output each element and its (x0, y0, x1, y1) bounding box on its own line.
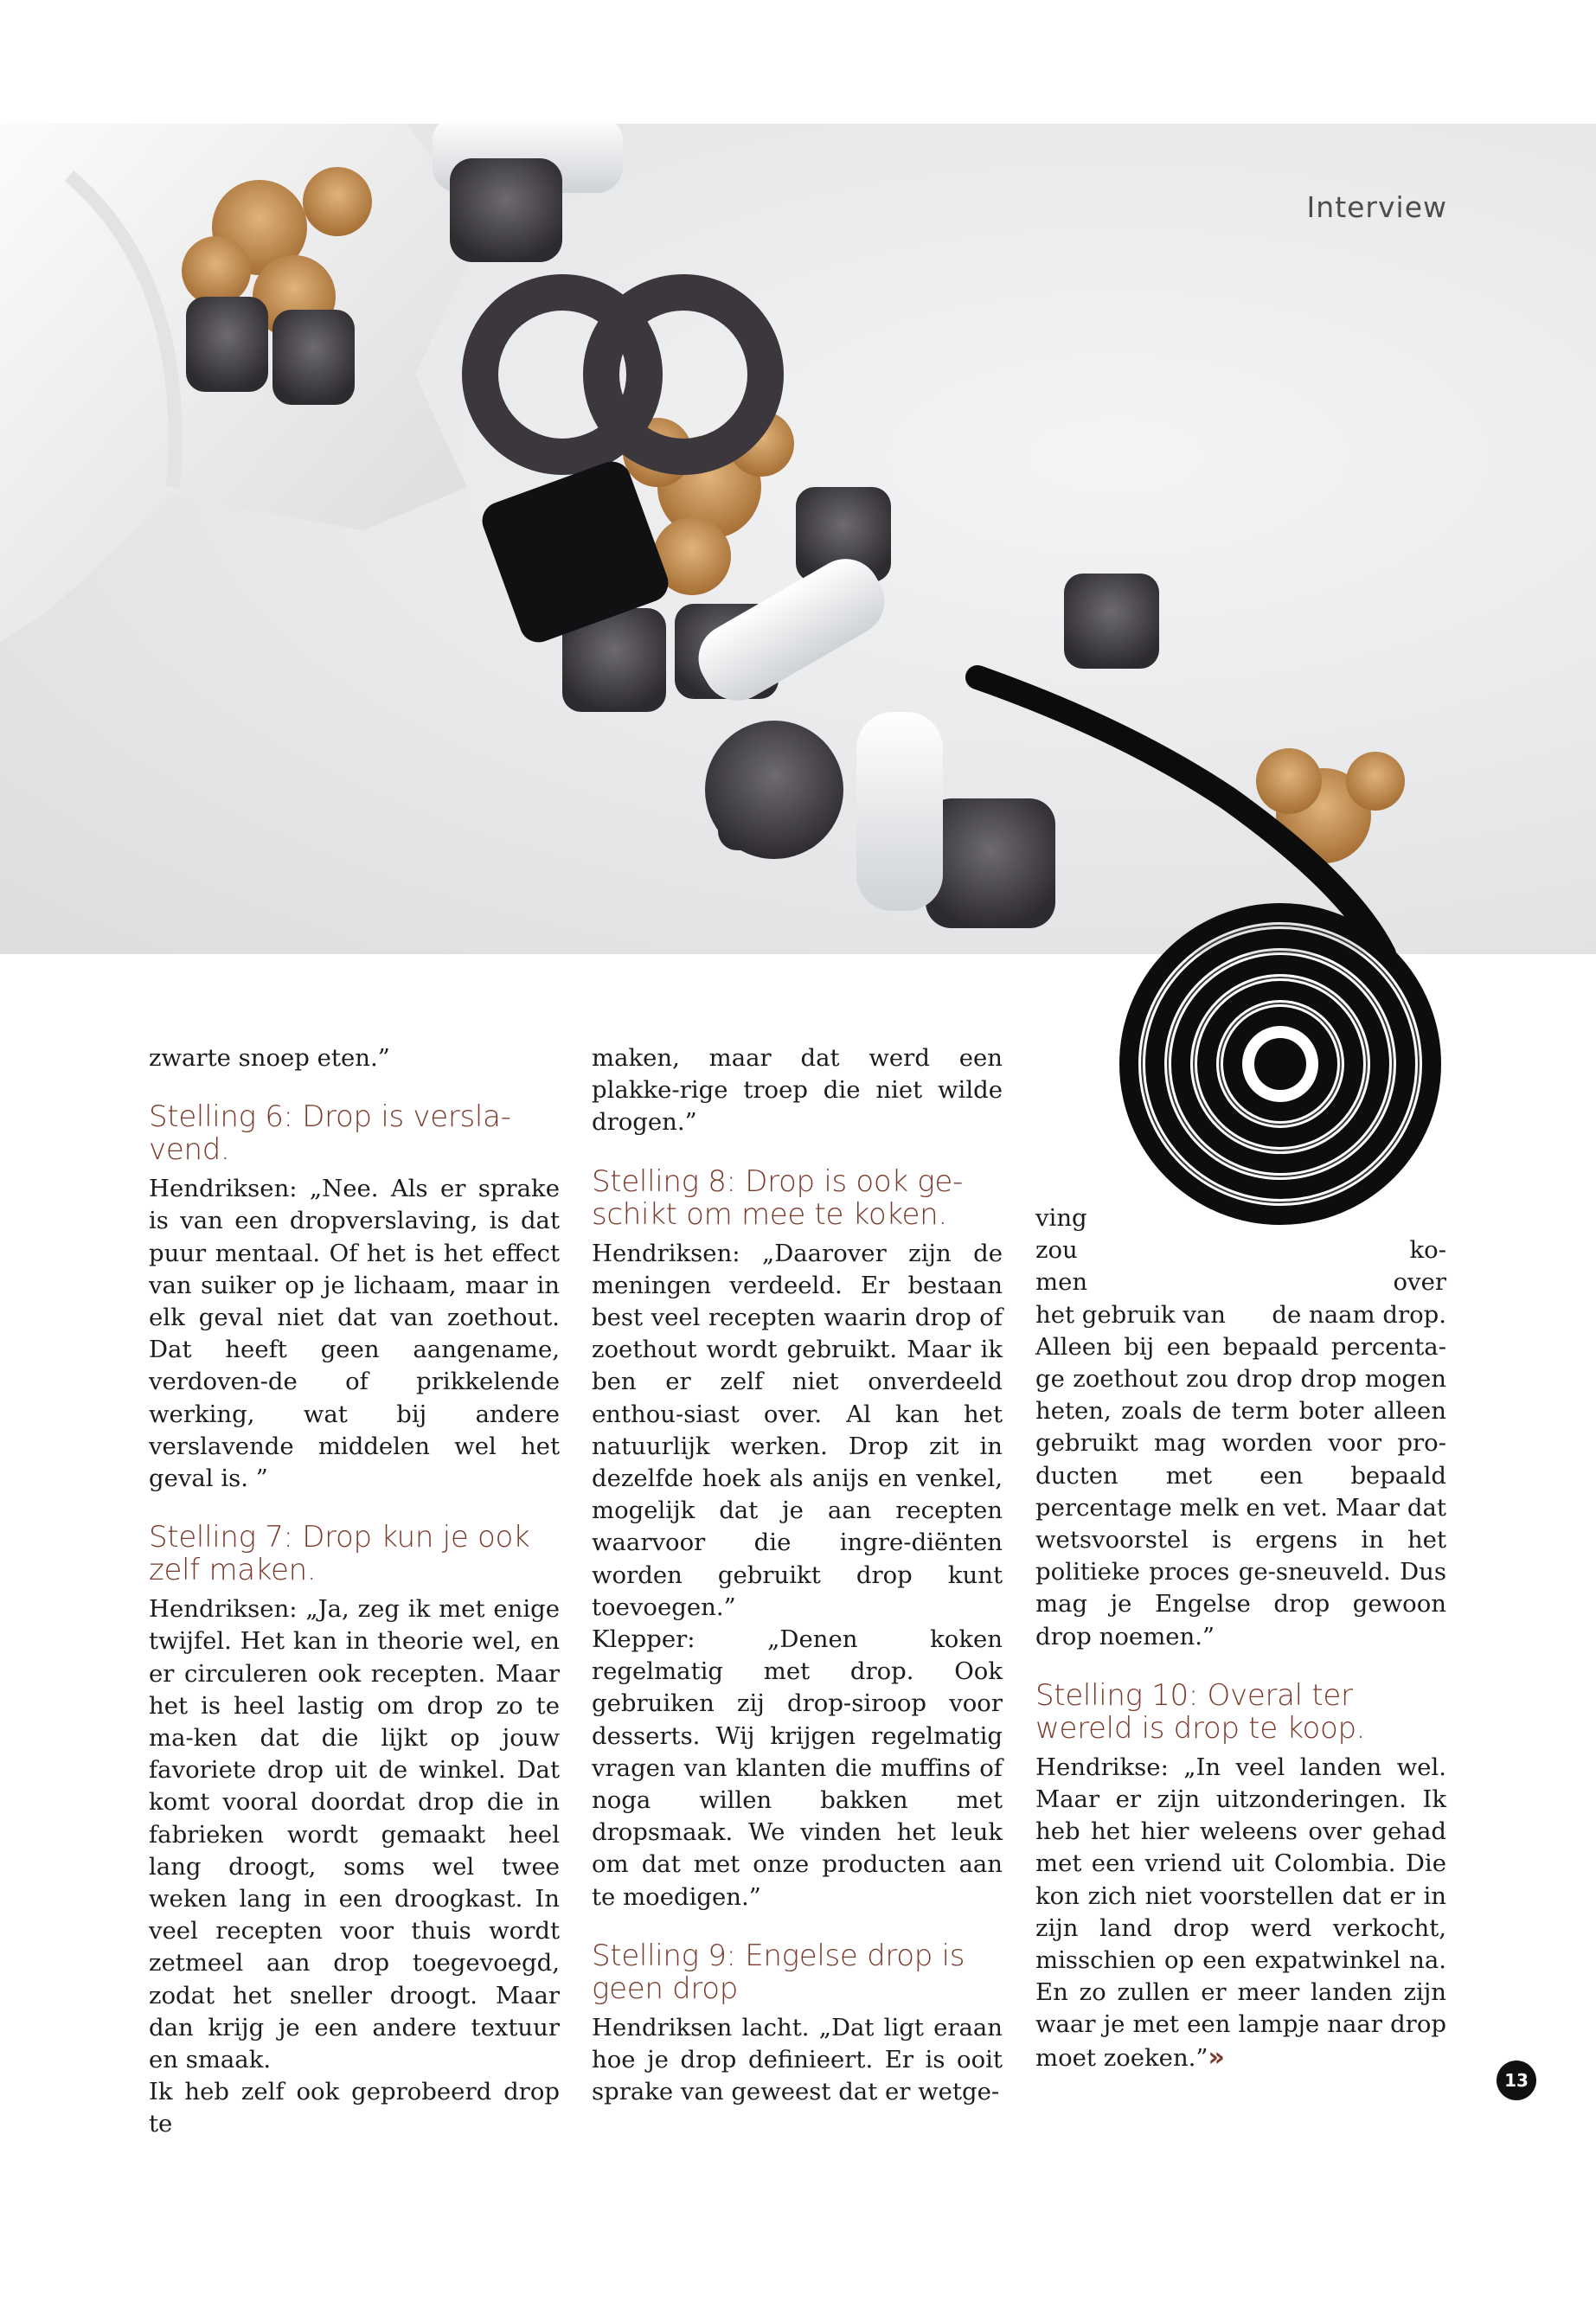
word: de naam drop. (1272, 1300, 1446, 1329)
heading-stelling-7: Stelling 7: Drop kun je ook zelf maken. (149, 1520, 530, 1588)
paragraph: Klepper: „Denen koken regelmatig met drop. Ook gebruiken zij drop-siroop voor desserts. Wij krijgen regelmatig vragen van klanten die muffins of noga willen bakken met dropsmaak. We vinden het leuk om dat met onze producten aan te moedigen.” (592, 1625, 1003, 1911)
word: ko- (1409, 1236, 1446, 1265)
word: men (1035, 1268, 1088, 1297)
liquorice-wheel-illustration (952, 657, 1488, 1298)
column-3 (1035, 1202, 1446, 2074)
heading-stelling-8: Stelling 8: Drop is ook ge-schikt om mee te koken. (592, 1163, 963, 1232)
paragraph: Hendriksen: „Nee. Als er sprake is van een dropverslaving, is dat puur mentaal. Of het is het effect van suiker op je lichaam, maar in elk geval niet dat van zoethout. Dat heeft geen aangename, verdoven-de of prikkelende werking, wat bij andere verslavende middelen wel het geval is. ” (149, 1175, 560, 1493)
paragraph: Hendriksen lacht. „Dat ligt eraan hoe je drop definieert. Er is ooit sprake van geweest dat er wetge- (592, 2013, 1003, 2106)
wrapped-line (1035, 1266, 1446, 1298)
paragraph-text: Hendrikse: „In veel landen wel. Maar er zijn uitzonderingen. Ik heb het hier weleens over gehad met een vriend uit Colombia. Die kon zich niet voorstellen dat er in zijn land drop werd verkocht, misschien op een expatwinkel na. En zo zullen er meer landen zijn waar je met een lampje naar drop moet zoeken.” (1035, 1753, 1446, 2072)
section-label: Interview (1306, 190, 1447, 224)
paragraph: Hendriksen: „Ja, zeg ik met enige twijfel. Het kan in theorie wel, en er circuleren ook recepten. Maar het is heel lastig om drop zo te ma-ken dat die lijkt op jouw favoriete drop uit de winkel. Dat komt vooral doordat drop die in fabrieken wordt gemaakt heel lang droogt, soms wel twee weken lang in een droogkast. In veel recepten voor thuis wordt zetmeel aan drop toegevoegd, zodat het sneller droogt. Maar dan krijg je een andere textuur en smaak. (149, 1595, 560, 2074)
end-chevron-icon: » (1208, 2041, 1225, 2073)
paragraph: maken, maar dat werd een plakke-rige troep die niet wilde drogen.” (592, 1044, 1003, 1137)
paragraph: zwarte snoep eten.” (149, 1044, 390, 1072)
heading-stelling-6: Stelling 6: Drop is versla-vend. (149, 1099, 511, 1168)
heading-stelling-10: Stelling 10: Overal ter wereld is drop te koop. (1035, 1677, 1366, 1746)
word: over (1393, 1268, 1446, 1297)
word: het gebruik van (1035, 1300, 1226, 1329)
paragraph: Hendriksen: „Daarover zijn de meningen verdeeld. Er bestaan best veel recepten waarin drop of zoethout wordt gebruikt. Maar ik ben er zelf niet onverdeeld enthou-siast over. Al kan het natuurlijk werken. Drop zit in dezelfde hoek als anijs en venkel, mogelijk dat je aan recepten waarvoor die ingre-diënten worden gebruikt drop kunt toevoegen.” (592, 1239, 1003, 1621)
word: zou (1035, 1236, 1078, 1265)
wrapped-line: ving (1035, 1204, 1087, 1232)
wrapped-line (1035, 1299, 1446, 1331)
heading-stelling-9: Stelling 9: Engelse drop is geen drop (592, 1938, 965, 2006)
column-2 (592, 1042, 1003, 2108)
page-number: 13 (1497, 2061, 1536, 2100)
paragraph: Ik heb zelf ook geprobeerd drop te (149, 2078, 560, 2138)
column-1 (149, 1042, 560, 2141)
paragraph (1035, 1752, 1446, 2074)
wrapped-line (1035, 1234, 1446, 1266)
paragraph: Alleen bij een bepaald percenta-ge zoethout zou drop drop mogen heten, zoals de term boter alleen gebruikt mag worden voor pro-ducten met een bepaald percentage melk en vet. Maar dat wetsvoorstel is ergens in het politieke proces ge-sneuveld. Dus mag je Engelse drop gewoon drop noemen.” (1035, 1332, 1446, 1650)
